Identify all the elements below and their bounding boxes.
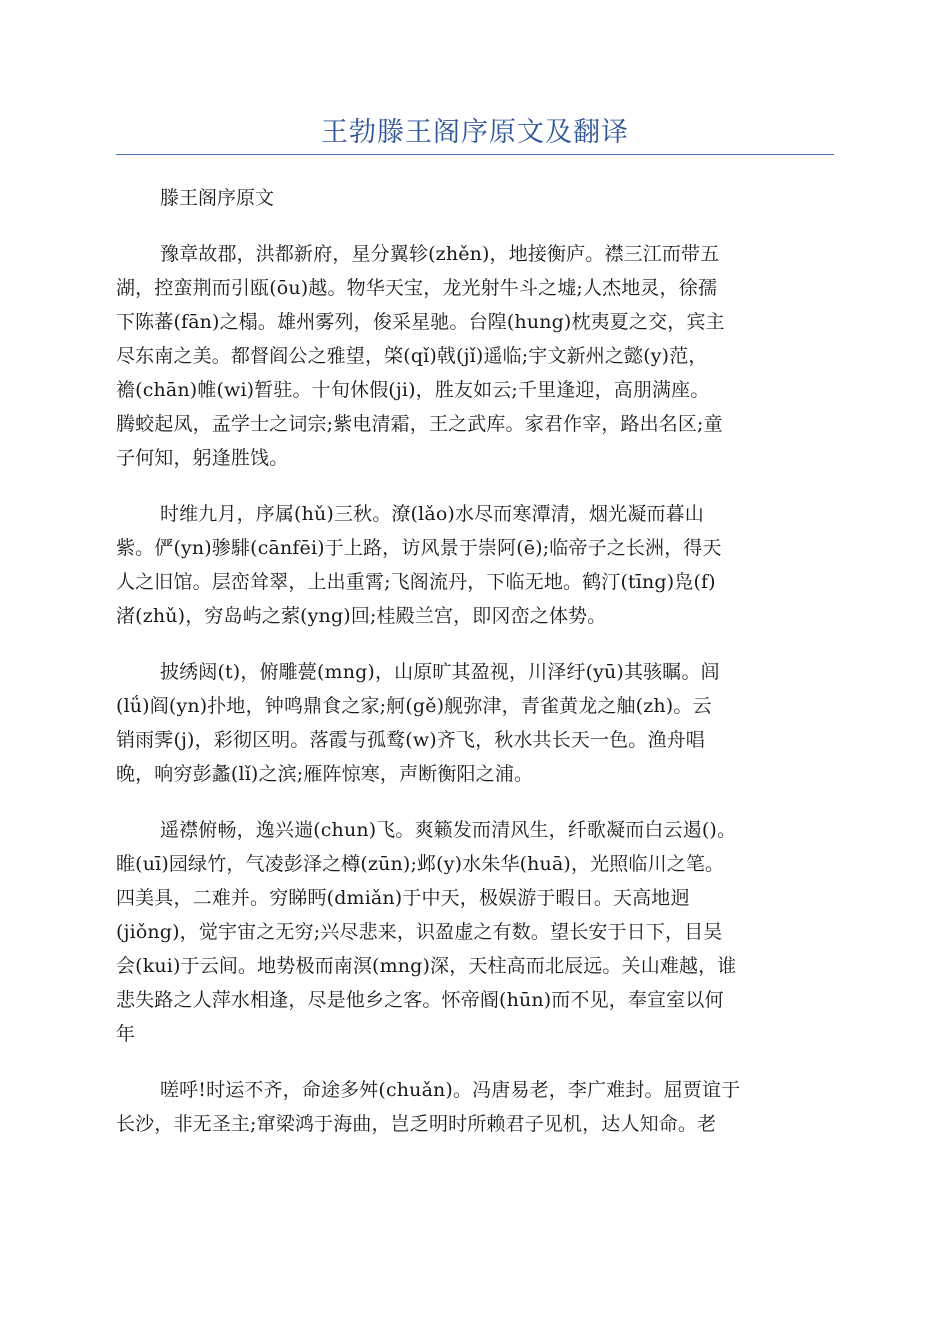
paragraph-5 [116, 1073, 834, 1141]
text-line: 披绣闼(t)，俯雕甍(mng)，山原旷其盈视，川泽纡(yū)其骇瞩。闾 [160, 661, 720, 683]
text-line: 销雨霁(j)，彩彻区明。落霞与孤鹜(w)齐飞，秋水共长天一色。渔舟唱 [116, 729, 705, 751]
text-line: 四美具，二难并。穷睇眄(dmiǎn)于中天，极娱游于暇日。天高地迥 [116, 887, 690, 909]
text-line: 子何知，躬逢胜饯。 [116, 447, 289, 469]
text-line: 晚，响穷彭蠡(lǐ)之滨;雁阵惊寒，声断衡阳之浦。 [116, 763, 534, 785]
text-line: 长沙，非无圣主;窜梁鸿于海曲，岂乏明时所赖君子见机，达人知命。老 [116, 1113, 717, 1135]
paragraph-4 [116, 813, 834, 1051]
paragraph-1 [116, 237, 834, 475]
text-line: 时维九月，序属(hǔ)三秋。潦(lǎo)水尽而寒潭清，烟光凝而暮山 [160, 503, 704, 525]
text-line: (lǘ)阎(yn)扑地，钟鸣鼎食之家;舸(gě)舰弥津，青雀黄龙之舳(zh)。云 [116, 695, 712, 717]
title-underline [116, 154, 834, 155]
section-heading: 滕王阁序原文 [160, 187, 275, 209]
document-title: 王勃滕王阁序原文及翻译 [321, 117, 629, 148]
text-line: 紫。俨(yn)骖騑(cānfēi)于上路，访风景于崇阿(ē);临帝子之长洲，得天 [116, 537, 722, 559]
text-line: 悲失路之人萍水相逢，尽是他乡之客。怀帝阍(hūn)而不见，奉宣室以何 [116, 989, 724, 1011]
text-line: 遥襟俯畅，逸兴遄(chun)飞。爽籁发而清风生，纤歌凝而白云遏()。 [160, 819, 737, 841]
text-line: 襜(chān)帷(wi)暂驻。十旬休假(ji)，胜友如云;千里逢迎，高朋满座。 [116, 379, 710, 401]
text-line: (jiǒng)，觉宇宙之无穷;兴尽悲来，识盈虚之有数。望长安于日下，目吴 [116, 921, 723, 943]
text-line: 年 [116, 1023, 136, 1045]
text-line: 腾蛟起凤，孟学士之词宗;紫电清霜，王之武库。家君作宰，路出名区;童 [116, 413, 723, 435]
text-line: 尽东南之美。都督阎公之雅望，棨(qǐ)戟(jǐ)遥临;宇文新州之懿(y)范， [116, 345, 708, 367]
document-page [116, 0, 834, 1141]
text-line: 会(kui)于云间。地势极而南溟(mng)深，天柱高而北辰远。关山难越，谁 [116, 955, 737, 977]
text-line: 睢(uī)园绿竹，气凌彭泽之樽(zūn);邺(y)水朱华(huā)，光照临川之笔。 [116, 853, 725, 875]
paragraph-3 [116, 655, 834, 791]
paragraph-2 [116, 497, 834, 633]
text-line: 嗟呼!时运不齐，命途多舛(chuǎn)。冯唐易老，李广难封。屈贾谊于 [160, 1079, 741, 1101]
text-line: 湖，控蛮荆而引瓯(ōu)越。物华天宝，龙光射牛斗之墟;人杰地灵，徐孺 [116, 277, 718, 299]
text-line: 豫章故郡，洪都新府，星分翼轸(zhěn)，地接衡庐。襟三江而带五 [160, 243, 720, 265]
text-line: 人之旧馆。层峦耸翠，上出重霄;飞阁流丹，下临无地。鹤汀(tīng)凫(f) [116, 571, 716, 593]
text-line: 渚(zhǔ)，穷岛屿之萦(yng)回;桂殿兰宫，即冈峦之体势。 [116, 605, 607, 627]
text-line: 下陈蕃(fān)之榻。雄州雾列，俊采星驰。台隍(hung)枕夷夏之交，宾主 [116, 311, 725, 333]
